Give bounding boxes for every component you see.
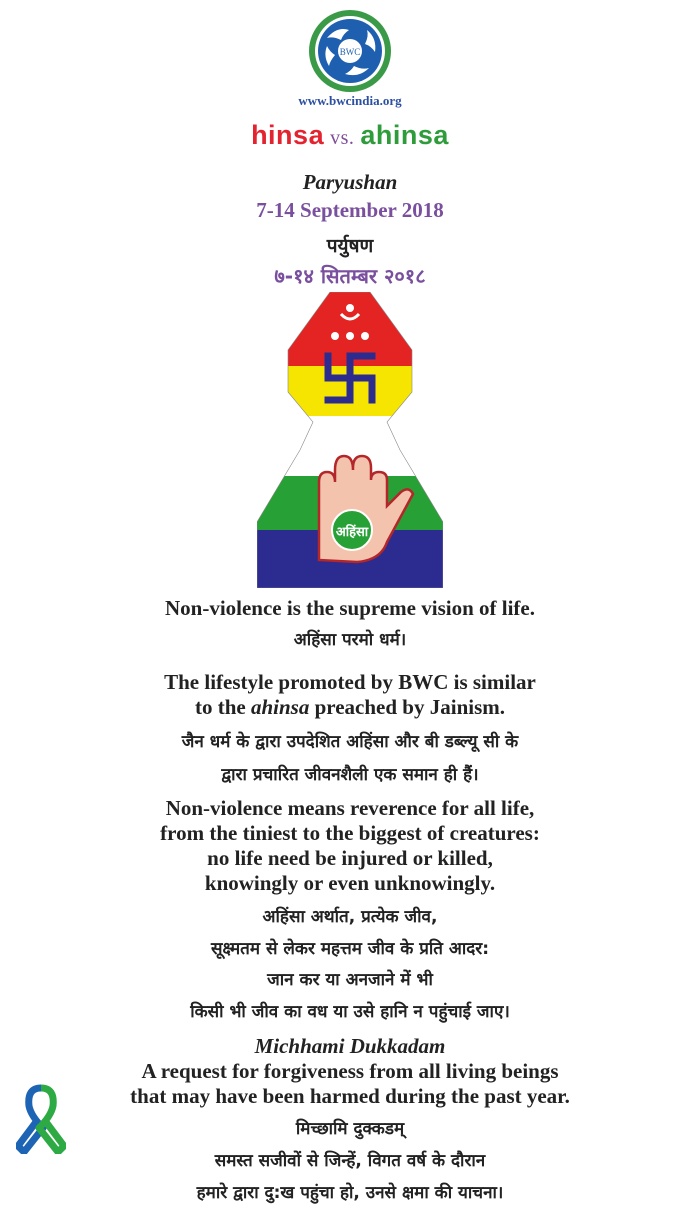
jain-emblem [257,292,443,588]
p2-hi-2: द्वारा प्रचारित जीवनशैली एक समान ही हैं। [221,765,479,785]
p3-hi-3: जान कर या अनजाने में भी [267,970,433,990]
awareness-ribbon-icon [16,1082,66,1154]
p4-en-1: A request for forgiveness from all living beings [141,1059,559,1083]
hand-label: अहिंसा [335,525,369,540]
title-hinsa: hinsa [251,120,325,150]
p2-en-2b: ahinsa [250,695,310,719]
p4-en-2: that may have been harmed during the past year. [130,1084,570,1108]
p4-hi-title: मिच्छामि दुक्कडम् [295,1119,405,1139]
p3-hi-2: सूक्ष्मतम से लेकर महत्तम जीव के प्रति आदर: [210,939,490,959]
p3-hi-4: किसी भी जीव का वध या उसे हानि न पहुंचाई जाए। [190,1002,510,1022]
website-url[interactable]: www.bwcindia.org [298,93,402,108]
p2-en-2 [0,695,700,720]
p3-en-2: from the tiniest to the biggest of creatures: [160,821,540,845]
logo-text: BWC [339,47,361,57]
p4-hi-1: समस्त सजीवों से जिन्हें, विगत वर्ष के दौरान [214,1151,486,1171]
p1-hi: अहिंसा परमो धर्म। [293,630,407,650]
p2-en-2c: preached by Jainism. [309,695,505,719]
event-name-hi: पर्युषण [326,235,374,257]
p4-hi-2: हमारे द्वारा दु:ख पहुंचा हो, उनसे क्षमा की याचना। [196,1183,504,1203]
p2-hi-1: जैन धर्म के द्वारा उपदेशित अहिंसा और बी डब्ल्यू सी के [181,732,519,752]
p3-hi-1: अहिंसा अर्थात, प्रत्येक जीव, [262,907,438,927]
campaign-title [0,120,700,151]
p2-en-2a: to the [194,695,251,719]
title-vs: vs. [330,127,355,149]
bwc-logo [307,8,393,94]
title-ahinsa: ahinsa [360,120,449,150]
p2-en-1: The lifestyle promoted by BWC is similar [164,670,536,694]
p3-en-3: no life need be injured or killed, [207,846,493,870]
p3-en-4: knowingly or even unknowingly. [204,871,496,895]
event-dates-hi: ७-१४ सितम्बर २०१८ [274,264,426,288]
p4-title: Michhami Dukkadam [254,1034,446,1058]
p3-en-1: Non-violence means reverence for all life, [165,796,535,820]
event-name-en: Paryushan [302,170,398,194]
event-dates-en: 7-14 September 2018 [256,198,444,222]
p1-en: Non-violence is the supreme vision of life. [164,596,535,620]
